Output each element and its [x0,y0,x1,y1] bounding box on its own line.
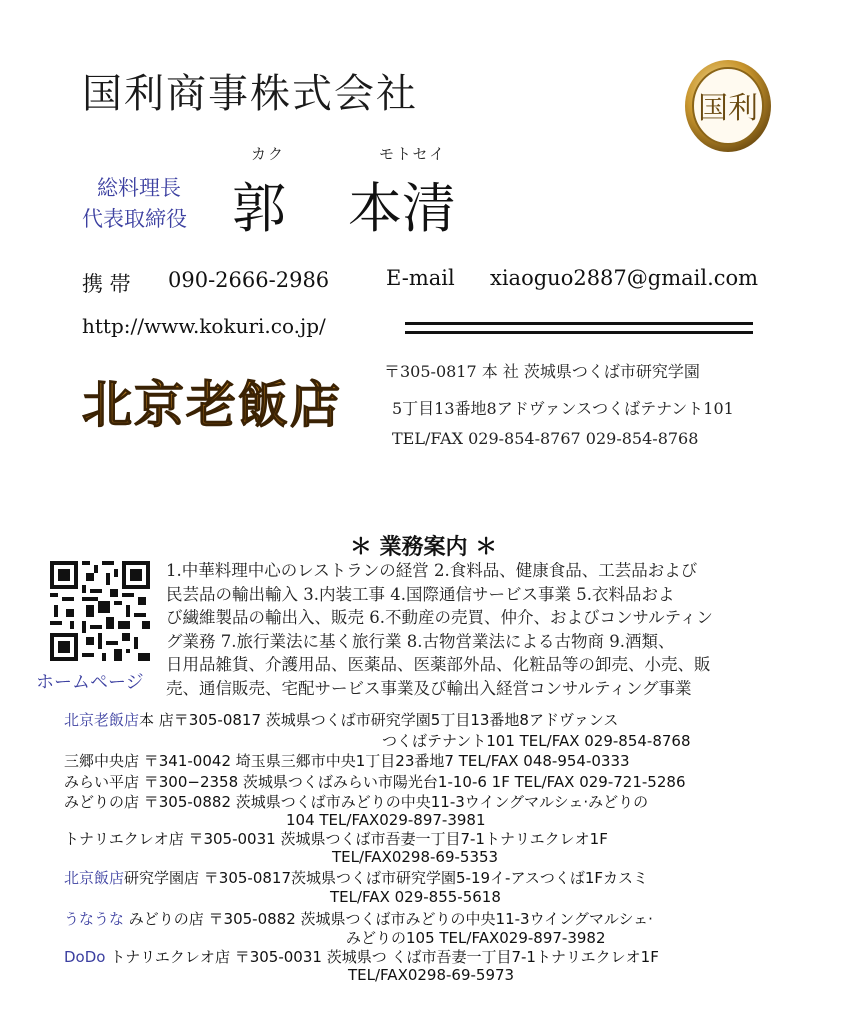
head-office-address-1: 〒305-0817 本 社 茨城県つくば市研究学園 [384,362,700,381]
business-section-title: ＊ 業務案内 ＊ [349,535,498,560]
homepage-qr-code[interactable] [50,561,150,661]
store-address: トナリエクレオ店 〒305-0031 茨城県つ くば市吾妻一丁目7-1トナリエクレオ1F [105,948,659,966]
business-line: 売、通信販売、宅配サービス事業及び輸出入経営コンサルティング事業 [166,678,692,698]
business-line: び繊維製品の輸出入、販売 6.不動産の売買、仲介、およびコンサルティン [166,608,713,627]
person-family-name: 郭 [232,177,286,240]
mobile-label: 携 帯 [82,272,131,296]
store-miraidaira: みらい平店 〒300−2358 茨城県つくばみらい市陽光台1-10-6 1F TEL/FAX 029-721-5286 [64,773,686,791]
store-address: 研究学園店 〒305-0817茨城県つくば市研究学園5-19イ-アスつくば1Fカスミ [124,869,649,887]
store-address: 本 店〒305-0817 茨城県つくば市研究学園5丁目13番地8アドヴァンス [139,711,619,729]
homepage-qr-label: ホームページ [36,672,144,693]
divider-line-top [405,322,753,325]
store-dodo-tel: TEL/FAX0298-69-5973 [348,966,515,984]
business-line: 日用品雑貨、介護用品、医薬品、医薬部外品、化粧品等の卸売、小売、販 [166,655,711,674]
store-dodo [64,946,659,967]
store-brand: 北京飯店 [64,869,125,887]
svg-text:国利: 国利 [698,91,758,126]
head-office-telfax: TEL/FAX 029-854-8767 029-854-8768 [392,429,699,448]
store-midorino-tel: 104 TEL/FAX029-897-3981 [286,811,486,829]
store-kenkyugakuen-tel: TEL/FAX 029-855-5618 [330,888,501,906]
business-description [166,559,778,700]
store-main-tel: つくばテナント101 TEL/FAX 029-854-8768 [382,732,691,750]
person-given-name: 本清 [348,177,456,240]
email-address[interactable]: xiaoguo2887@gmail.com [490,266,759,290]
name-ruby-given: モトセイ [379,145,447,163]
job-title-ceo: 代表取締役 [82,207,187,231]
store-brand: DoDo [64,948,106,966]
mobile-number[interactable]: 090-2666-2986 [168,268,330,292]
head-office-address-2: 5丁目13番地8アドヴァンスつくばテナント101 [392,399,734,418]
store-address: みどりの店 〒305-0882 茨城県つくば市みどりの中央11-3ウイングマルシェ· [124,910,653,928]
store-main [64,709,618,730]
svg-text:北京老飯店: 北京老飯店 [82,375,342,434]
website-url[interactable]: http://www.kokuri.co.jp/ [82,314,326,338]
email-label: E-mail [386,266,455,290]
store-brand: うなうな [64,910,125,928]
job-title-chef: 総料理長 [97,176,181,200]
store-unauna-tel: みどりの105 TEL/FAX029-897-3982 [346,929,606,947]
store-midorino: みどりの店 〒305-0882 茨城県つくば市みどりの中央11-3ウイングマルシェ·みどりの [64,793,649,811]
store-brand: 北京老飯店 [64,711,140,729]
store-unauna [64,908,653,929]
divider-line-bottom [405,331,753,334]
store-tonarie: トナリエクレオ店 〒305-0031 茨城県つくば市吾妻一丁目7-1トナリエクレオ1F [64,830,608,848]
name-ruby-family: カク [251,145,286,163]
store-kenkyugakuen [64,867,648,888]
store-misato: 三郷中央店 〒341-0042 埼玉県三郷市中央1丁目23番地7 TEL/FAX 048-954-0333 [64,752,630,770]
store-tonarie-tel: TEL/FAX0298-69-5353 [332,848,499,866]
business-line: グ業務 7.旅行業法に基く旅行業 8.古物営業法による古物商 9.酒類、 [166,631,675,651]
business-line: 1.中華料理中心のレストランの経営 2.食料品、健康食品、工芸品および [166,561,698,580]
beijing-restaurant-logo [82,370,372,442]
business-line: 民芸品の輸出輸入 3.内装工事 4.国際通信サービス事業 5.衣料品およ [166,584,675,604]
company-name: 国利商事株式会社 [82,71,418,117]
company-seal-logo [683,58,773,154]
